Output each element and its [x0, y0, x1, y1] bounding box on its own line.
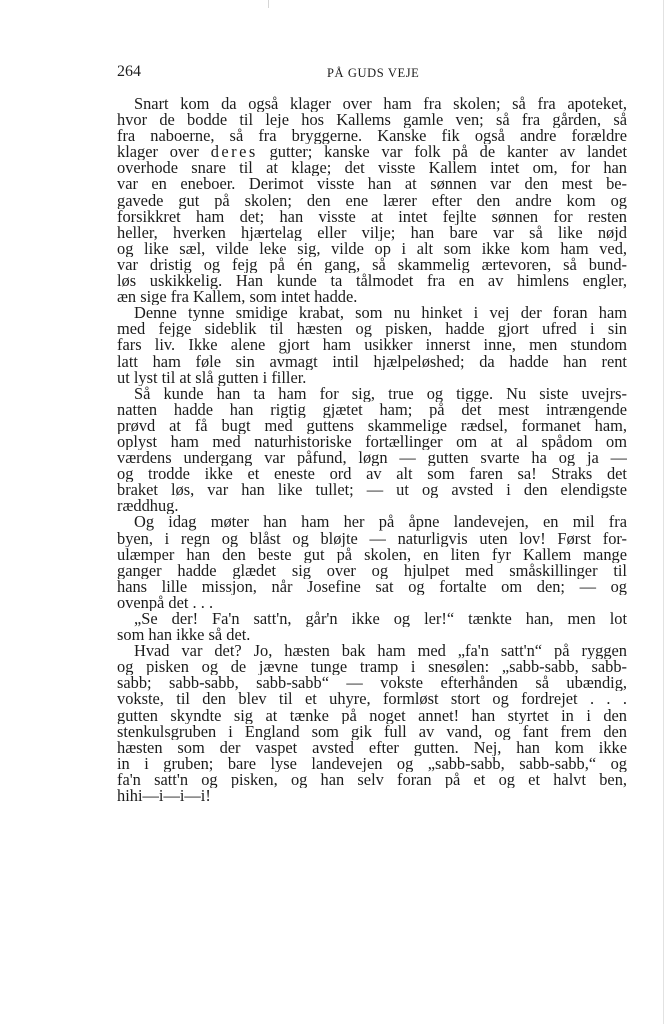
text-line-spaced: klager over deres gutter; kanske var folk på de kanter av landet	[117, 144, 627, 161]
text-line: fra naboerne, så fra bryggerne. Kanske fik også andre forældre	[117, 128, 627, 145]
text-line: og pisken og de jævne tunge tramp i snesølen: „sabb-sabb, sabb-	[117, 659, 627, 676]
text-line: sabb; sabb-sabb, sabb-sabb“ — vokste efterhånden så ubændig,	[117, 675, 627, 692]
text-line: ulæmper han den beste gut på skolen, en liten fyr Kallem mange	[117, 546, 627, 563]
text-line: hæsten som der vaspet avsted efter gutten. Nej, han kom ikke	[117, 739, 627, 756]
emphasized-word: deres	[210, 144, 258, 161]
text-line: og trodde ikke et eneste ord av alt som faren sa! Straks det	[117, 466, 627, 483]
text-line: med fejge sideblik til hæsten og pisken, hadde gjort ufred i sin	[117, 321, 627, 338]
text-line: fa'n satt'n og pisken, og han selv foran på et og et halvt ben,	[117, 771, 627, 789]
running-title: PÅ GUDS VEJE	[327, 66, 420, 80]
text-line: ut lyst til at slå gutten i filler.	[117, 369, 307, 386]
body-text	[117, 96, 627, 804]
text-line: latt ham føle sin avmagt intil hjælpeløshed; da hadde han rent	[117, 353, 627, 370]
text-line: forsikkret ham det; han visste at intet fejlte sønnen for resten	[117, 208, 627, 225]
text-line: Så kunde han ta ham for sig, true og tigge. Nu siste uvejrs-	[134, 385, 627, 402]
page-header	[117, 63, 627, 83]
text-line: hans lille missjon, når Josefine sat og fortalte om den; — og	[117, 578, 627, 595]
text-line: braket løs, var han like tullet; — ut og avsted i den elendigste	[117, 482, 627, 499]
paragraph	[117, 96, 627, 305]
text-line: fars liv. Ikke alene gjort ham usikker innerst inne, men stundom	[117, 337, 627, 354]
text-line: in i gruben; bare lyse landevejen og „sabb-sabb, sabb-sabb,“ og	[117, 755, 627, 772]
text-line: Og idag møter han ham her på åpne landevejen, en mil fra	[134, 514, 627, 531]
page-edge-line	[268, 0, 269, 8]
text-line: æn sige fra Kallem, som intet hadde.	[117, 289, 358, 306]
text-line: gutten skyndte sig at tænke på noget annet! han styrtet in i den	[117, 707, 627, 724]
text-line: løs uskikkelig. Han kunde ta tålmodet fra en av himlens engler,	[117, 273, 627, 290]
text-line: Snart kom da også klager over ham fra skolen; så fra apoteket,	[134, 96, 627, 113]
page-number: 264	[117, 63, 141, 80]
text-line: ganger hadde glædet sig over og hjulpet med småskillinger til	[117, 562, 627, 579]
text-line: overhode snare til at klage; det visste Kallem intet om, for han	[117, 160, 627, 177]
text-line: og like sæl, vilde leke sig, vilde op i alt som ikke kom ham ved,	[117, 240, 627, 257]
paragraph	[117, 643, 627, 804]
text-line: heller, hverken hjærtelag eller vilje; han bare var så like nøjd	[117, 224, 627, 241]
text-line: oplyst ham med naturhistoriske fortællinger om at al spådom om	[117, 433, 627, 451]
paragraph	[117, 305, 627, 385]
text-line: stenkulsgruben i England som gik full av vand, og fant frem den	[117, 723, 627, 740]
paragraph	[117, 386, 627, 515]
text-line: var dristig og fejg på én gang, så skammelig ærtevoren, så bund-	[117, 256, 627, 274]
paragraph	[117, 514, 627, 611]
text-line: „Se der! Fa'n satt'n, går'n ikke og ler!“ tænkte han, men lot	[134, 611, 627, 628]
text-line: gavede gut på skolen; den ene lærer efter den andre kom og	[117, 192, 627, 209]
text-line: byen, i regn og blåst og bløjte — naturligvis uten lov! Først for-	[117, 530, 627, 547]
text-line: som han ikke så det.	[117, 627, 251, 644]
text-line: Denne tynne smidige krabat, som nu hinket i vej der foran ham	[134, 305, 627, 322]
text-line: hihi—i—i—i!	[117, 788, 211, 805]
text-line: værdens undergang var påfund, løgn — gutten svarte ha og ja —	[117, 450, 627, 467]
paragraph	[117, 611, 627, 643]
text-line: ovenpå det . . .	[117, 594, 214, 611]
text-line: vokste, til den blev til et uhyre, formløst stort og fordrejet . . .	[117, 691, 627, 708]
text-line: var en eneboer. Derimot visste han at sønnen var den mest be-	[117, 176, 627, 193]
text-line: ræddhug.	[117, 498, 179, 515]
text-line: natten hadde han rigtig gjætet ham; på det mest intrængende	[117, 401, 627, 418]
text-line: hvor de bodde til leje hos Kallems gamle ven; så fra gården, så	[117, 112, 627, 129]
text-line: prøvd at få bugt med guttens skammelige rædsel, formanet ham,	[117, 417, 627, 434]
text-line: Hvad var det? Jo, hæsten bak ham med „fa'n satt'n“ på ryggen	[134, 643, 627, 660]
